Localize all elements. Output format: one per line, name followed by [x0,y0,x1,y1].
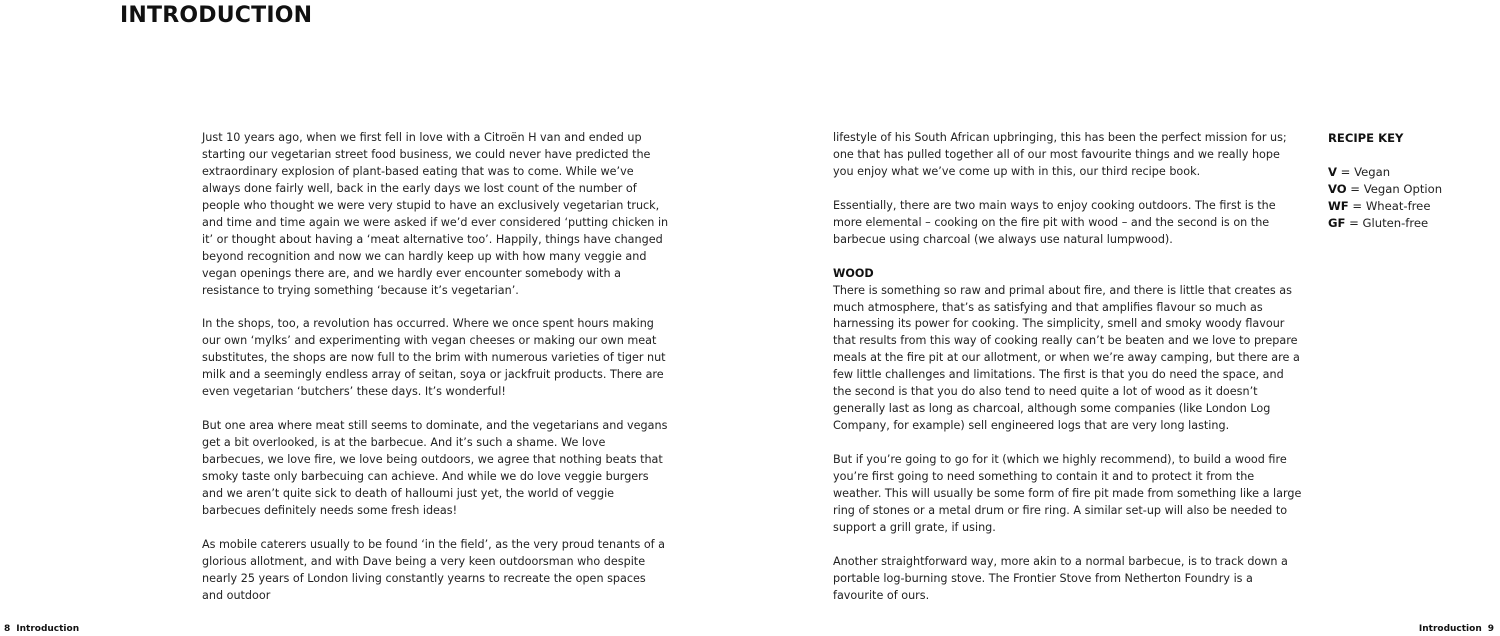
recipe-key-item [1328,164,1488,181]
body-paragraph: Essentially, there are two main ways to enjoy cooking outdoors. The first is the more elemental – cooking on the fire pit with wood – and the second is on the barbecue using charcoal (we always use natural lumpwood). [833,198,1276,246]
body-paragraph: In the shops, too, a revolution has occurred. Where we once spent hours making our own ‘mylks’ and experimenting with vegan cheeses or making our own meat substitutes, the shops are now full to the brim with numerous varieties of tiger nut milk and a seemingly endless array of seitan, soya or jackfruit products. There are even vegetarian ‘butchers’ these days. It’s wonderful! [202,317,666,399]
recipe-key-code: GF [1328,215,1346,230]
footer-right [1419,624,1494,634]
recipe-key-meaning: Vegan Option [1363,181,1443,196]
recipe-key-item [1328,215,1488,232]
recipe-key-code: VO [1328,181,1347,196]
recipe-key-meaning: Wheat-free [1365,198,1431,213]
page-title: INTRODUCTION [120,3,313,28]
recipe-key-item [1328,181,1488,198]
section-heading-wood: WOOD [833,266,874,280]
page-number-left: 8 [4,624,11,634]
recipe-key-separator: = [1348,198,1366,213]
running-footer-label-right: Introduction [1418,624,1482,634]
recipe-key-code: WF [1328,198,1349,213]
recipe-key-item [1328,198,1488,215]
recipe-key-meaning: Vegan [1354,164,1391,179]
recipe-key-separator: = [1336,164,1355,179]
body-paragraph: Just 10 years ago, when we first fell in love with a Citroën H van and ended up starting our vegetarian street food business, we could never have predicted the extraordinary explosion of plant-based eating that was to come. While we’ve always done fairly well, back in the early days we lost count of the number of people who thought we were very stupid to have an exclusively vegetarian truck, and time and time again we were asked if we’d ever considered ‘putting chicken in it’ or thought about having a ‘meat alternative too’. Happily, things have changed beyond recognition and now we can hardly keep up with how many veggie and vegan openings there are, and we hardly ever encounter somebody with a resistance to trying something ‘because it’s vegetarian’. [202,131,669,297]
body-paragraph: Another straightforward way, more akin to a normal barbecue, is to track down a portable log-burning stove. The Frontier Stove from Netherton Foundry is a favourite of ours. [833,554,1288,602]
footer-left [4,624,79,634]
body-paragraph: There is something so raw and primal about fire, and there is little that creates as much atmosphere, that’s as satisfying and that amplifies flavour so much as harnessing its power for cooking. The simplicity, smell and smoky woody flavour that results from this way of cooking really can’t be beaten and we love to prepare meals at the fire pit at our allotment, or when we’re away camping, but there are a few little challenges and limitations. The first is that you do need the space, and the second is that you do also tend to need quite a lot of wood as it doesn’t generally last as long as charcoal, although some companies (like London Log Company, for example) sell engineered logs that are very long lasting. [833,283,1300,433]
recipe-key [1328,130,1488,232]
page-number-right: 9 [1487,624,1494,634]
right-text-column [833,130,1303,622]
body-paragraph: But if you’re going to go for it (which we highly recommend), to build a wood fire you’re first going to need something to contain it and to protect it from the weather. This will usually be some form of fire pit made from something like a large ring of stones or a metal drum or fire ring. A similar set-up will also be needed to support a grill grate, if using. [833,453,1302,534]
body-paragraph: But one area where meat still seems to dominate, and the vegetarians and vegans get a bit overlooked, is at the barbecue. And it’s such a shame. We love barbecues, we love fire, we love being outdoors, we agree that nothing beats that smoky taste only barbecuing can achieve. And while we do love veggie burgers and we aren’t quite sick to death of halloumi just yet, the world of veggie barbecues definitely needs some fresh ideas! [202,419,668,517]
recipe-key-separator: = [1345,215,1363,230]
running-footer-label-left: Introduction [16,624,80,634]
left-text-column [202,130,670,622]
body-paragraph: As mobile caterers usually to be found ‘in the field’, as the very proud tenants of a glorious allotment, and with Dave being a very keen outdoorsman who despite nearly 25 years of London living constantly yearns to recreate the open spaces and outdoor [202,537,666,602]
recipe-key-code: V [1328,164,1337,179]
body-paragraph: lifestyle of his South African upbringing, this has been the perfect mission for us; one that has pulled together all of our most favourite things and we really hope you enjoy what we’ve come up with in this, our third recipe book. [833,131,1287,178]
recipe-key-separator: = [1346,181,1364,196]
recipe-key-meaning: Gluten-free [1362,215,1429,230]
recipe-key-title: RECIPE KEY [1328,131,1404,145]
